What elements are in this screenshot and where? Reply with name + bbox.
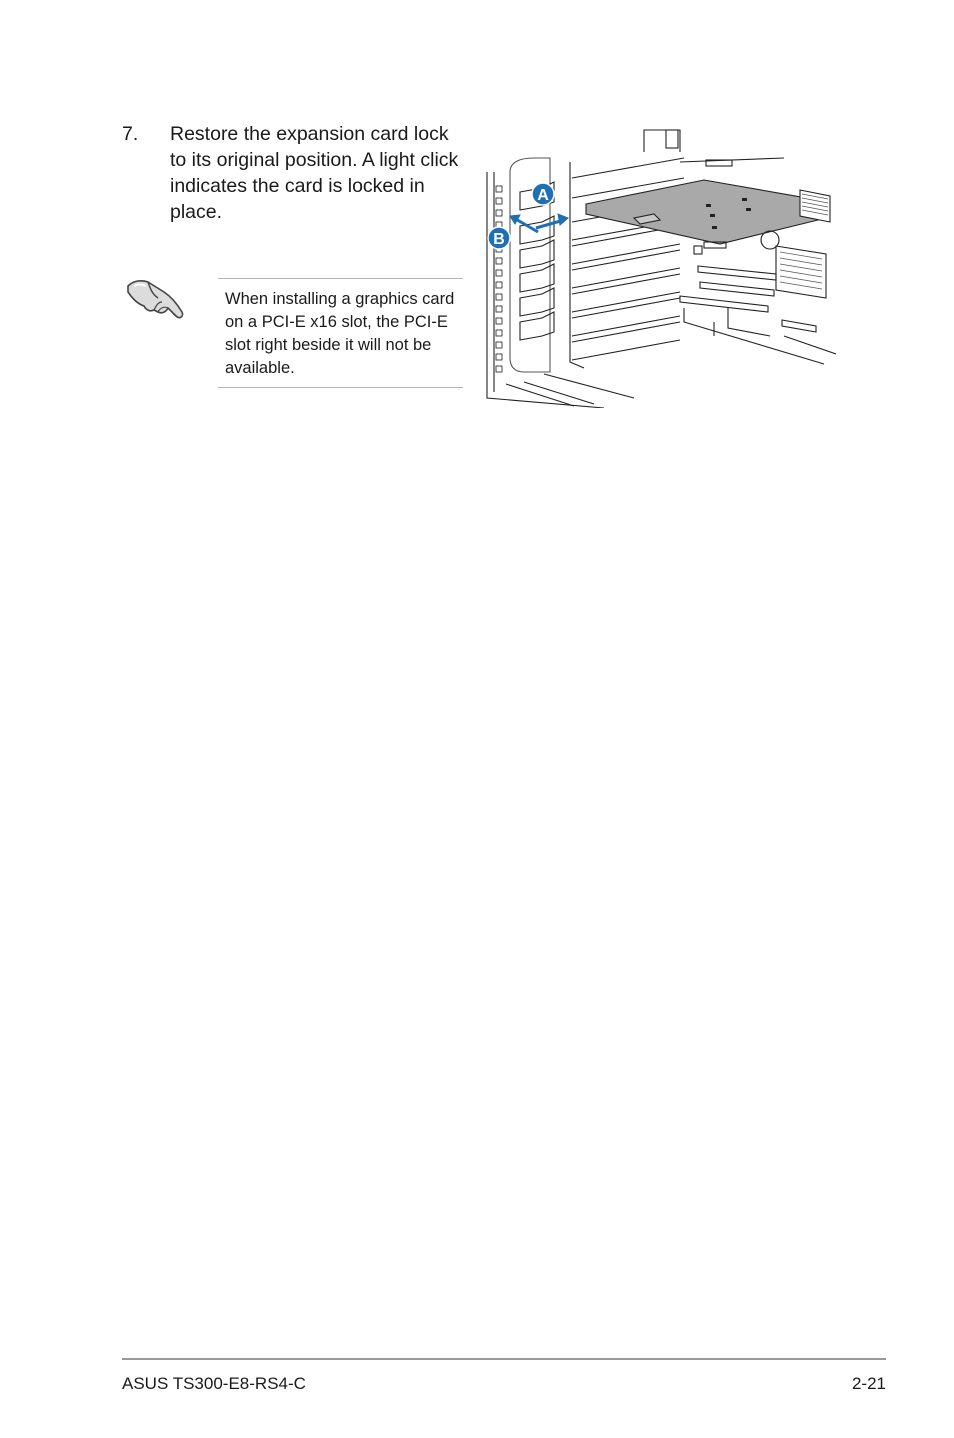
step-text: Restore the expansion card lock to its original position. A light click indicates the card is locked in place. [170,123,459,223]
callout-b-label: B [493,231,505,248]
footer-product: ASUS TS300-E8-RS4-C [122,1374,306,1393]
footer-page-number: 2-21 [851,1374,886,1393]
callout-a [532,183,554,205]
expansion-card-figure [484,122,836,408]
note-bottom-rule [218,387,463,388]
step-number: 7. [122,123,139,145]
callout-a-label: A [537,187,549,204]
callout-b [488,227,510,249]
footer-rule [122,1358,886,1360]
hand-icon [124,272,186,324]
note-text: When installing a graphics card on a PCI-E x16 slot, the PCI-E slot right beside it will not be available. [225,290,455,377]
note-top-rule [218,278,463,279]
